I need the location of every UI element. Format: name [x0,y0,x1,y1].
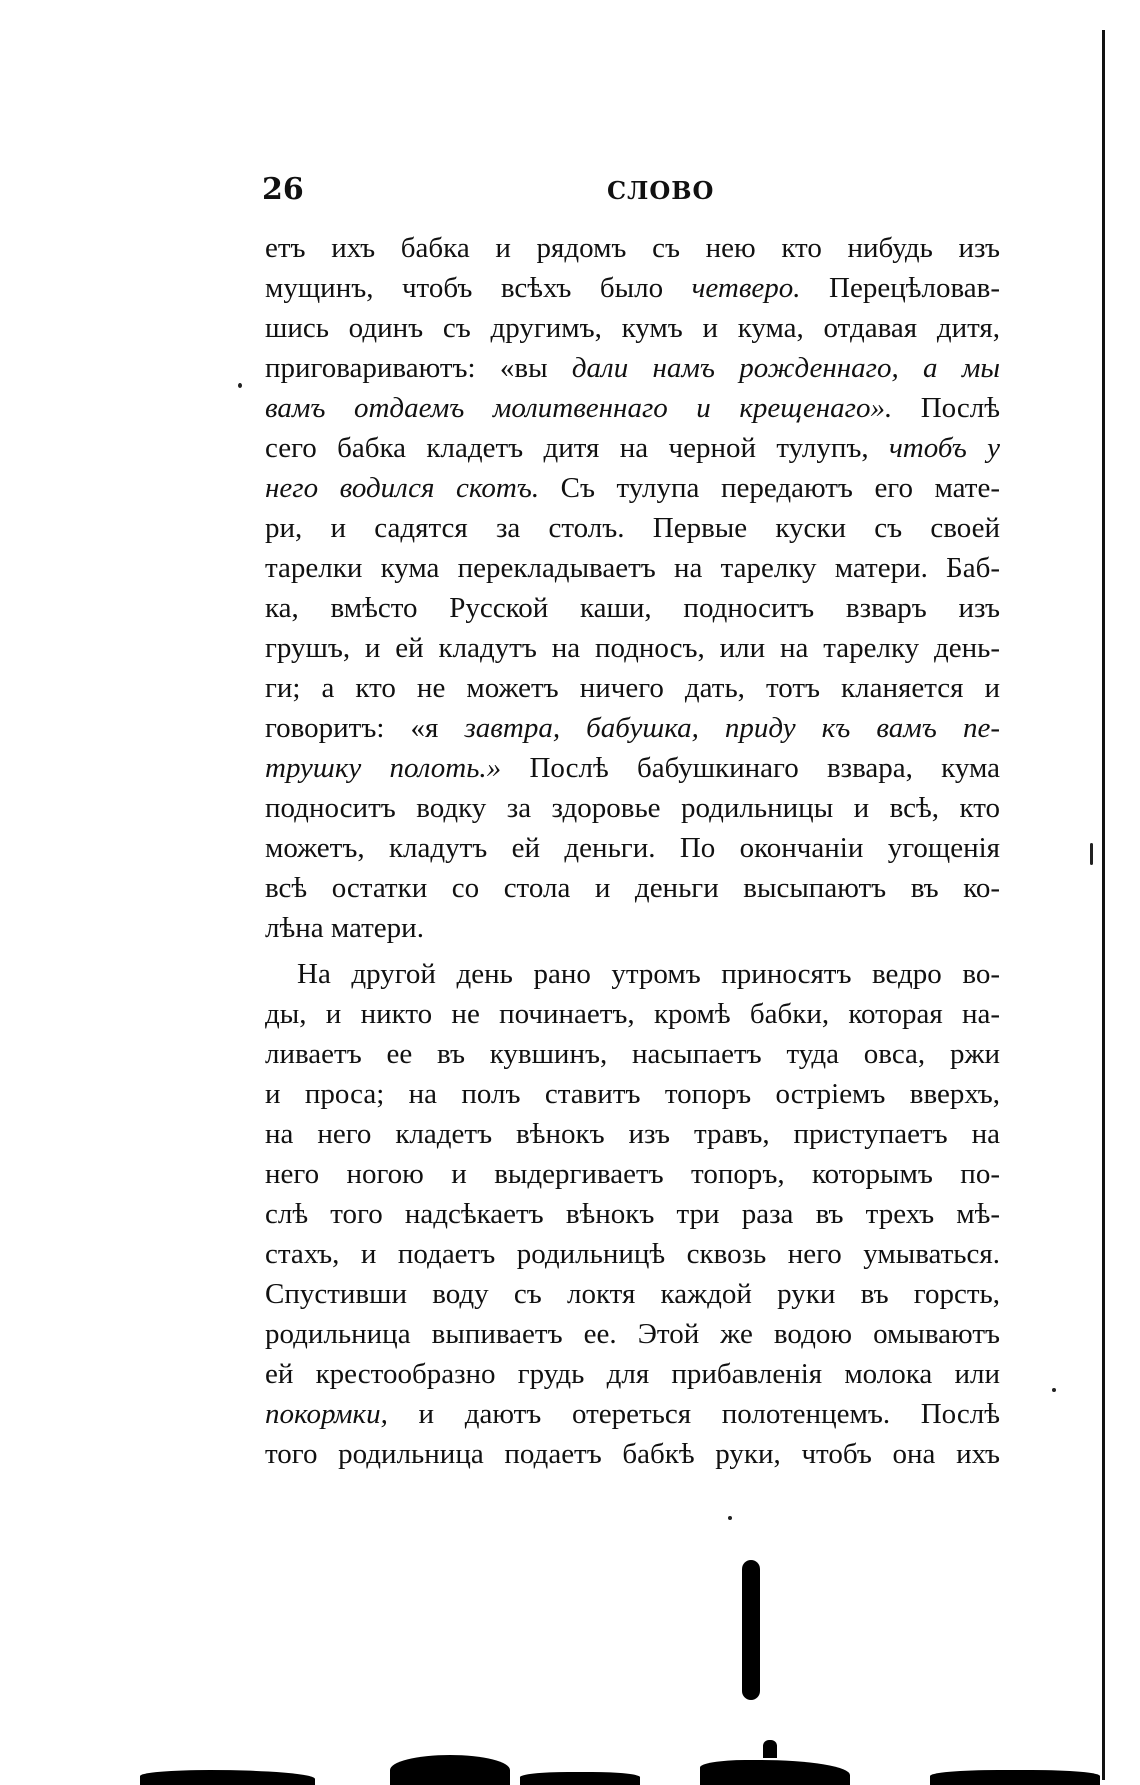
italic-text: четверо. [691,272,801,304]
text-line [265,708,1000,748]
text-run: Съ тулупа передаютъ его мате- [539,472,1001,504]
text-run: ри, и садятся за столъ. Первые куски съ своей [265,512,1000,544]
text-run: Перецѣловав- [800,272,1000,304]
text-line [265,1154,1000,1194]
italic-text: чтобъ у [888,432,1000,464]
text-line [265,468,1000,508]
text-run: сего бабка кладетъ дитя на черной тулупъ, [265,432,889,464]
text-run: Послѣ бабушкинаго взвара, кума [501,752,1000,784]
text-run: ги; а кто не можетъ ничего дать, тотъ кланяется и [265,672,1000,704]
text-run: На другой день рано утромъ приносятъ ведро во- [297,958,1000,990]
scan-speck [1090,843,1093,865]
text-line [265,1074,1000,1114]
text-run: етъ ихъ бабка и рядомъ съ нею кто нибудь изъ [265,232,1000,264]
text-line [265,1034,1000,1074]
text-line [265,868,1000,908]
text-run: слѣ того надсѣкаетъ вѣнокъ три раза въ трехъ мѣ- [265,1198,1000,1230]
text-run: грушъ, и ей кладутъ на подносъ, или на тарелку день- [265,632,1000,664]
text-line [265,428,1000,468]
page-header [262,172,1002,216]
text-line [265,748,1000,788]
text-line [265,508,1000,548]
italic-text: трушку полоть.» [265,752,502,784]
running-head: СЛОВО [607,176,715,205]
scan-speck [238,383,242,388]
text-run: Послѣ [892,392,1000,424]
text-line [265,908,1000,948]
page-number: 26 [262,172,304,207]
text-run: лѣна матери. [265,912,424,944]
italic-text: дали намъ рожденнаго, а мы [571,352,1000,384]
text-line [265,548,1000,588]
body-text [265,228,1000,1474]
text-line [265,1314,1000,1354]
text-line [265,1394,1000,1434]
text-line [265,268,1000,308]
text-run: ды, и никто не починаетъ, кромѣ бабки, которая на- [265,998,1000,1030]
scan-bottom-edge [700,1760,850,1785]
text-line [265,828,1000,868]
ink-blot [742,1560,760,1700]
text-line [265,954,1000,994]
text-line [265,788,1000,828]
text-run: родильница выпиваетъ ее. Этой же водою омываютъ [265,1318,1000,1350]
italic-text: завтра, бабушка, приду къ вамъ пе- [464,712,1000,744]
text-run: на него кладетъ вѣнокъ изъ травъ, приступаетъ на [265,1118,1000,1150]
text-run: тарелки кума перекладываетъ на тарелку матери. Баб- [265,552,1000,584]
text-line [265,348,1000,388]
page-edge-line [1102,30,1105,1780]
scan-bottom-edge [390,1755,510,1785]
text-run: подноситъ водку за здоровье родильницы и всѣ, кто [265,792,1000,824]
text-run: и проса; на полъ ставитъ топоръ остріемъ вверхъ, [265,1078,1000,1110]
text-run: говоритъ: «я [265,712,465,744]
text-run: стахъ, и подаетъ родильницѣ сквозь него умываться. [265,1238,1000,1270]
ink-blot [763,1740,777,1758]
text-run: приговариваютъ: «вы [265,352,572,384]
text-line [265,1234,1000,1274]
italic-text: него водился скотъ. [265,472,540,504]
text-run: и даютъ отереться полотенцемъ. Послѣ [387,1398,1000,1430]
text-run: всѣ остатки со стола и деньги высыпаютъ въ ко- [265,872,1000,904]
text-run: ей крестообразно грудь для прибавленія молока или [265,1358,1000,1390]
text-line [265,668,1000,708]
text-line [265,308,1000,348]
text-run: того родильница подаетъ бабкѣ руки, чтобъ она ихъ [265,1438,1000,1470]
text-line [265,628,1000,668]
scan-bottom-edge [520,1772,640,1785]
text-run: мущинъ, чтобъ всѣхъ было [265,272,692,304]
text-line [265,388,1000,428]
text-line [265,1354,1000,1394]
text-line [265,228,1000,268]
text-line [265,588,1000,628]
text-run: него ногою и выдергиваетъ топоръ, которымъ по- [265,1158,1000,1190]
text-line [265,1194,1000,1234]
text-line [265,1114,1000,1154]
italic-text: покормки, [265,1398,388,1430]
italic-text: вамъ отдаемъ молитвеннаго и крещенаго». [265,392,893,424]
text-line [265,1434,1000,1474]
text-run: можетъ, кладутъ ей деньги. По окончаніи угощенія [265,832,1000,864]
scan-bottom-edge [930,1770,1100,1785]
scan-speck [1052,1388,1056,1392]
text-run: Спустивши воду съ локтя каждой руки въ горсть, [265,1278,1000,1310]
text-run: шись одинъ съ другимъ, кумъ и кума, отдавая дитя, [265,312,1000,344]
text-line [265,1274,1000,1314]
scan-bottom-edge [140,1770,315,1785]
text-line [265,994,1000,1034]
text-run: ливаетъ ее въ кувшинъ, насыпаетъ туда овса, ржи [265,1038,1000,1070]
text-run: ка, вмѣсто Русской каши, подноситъ взваръ изъ [265,592,1000,624]
scan-speck [728,1516,732,1520]
